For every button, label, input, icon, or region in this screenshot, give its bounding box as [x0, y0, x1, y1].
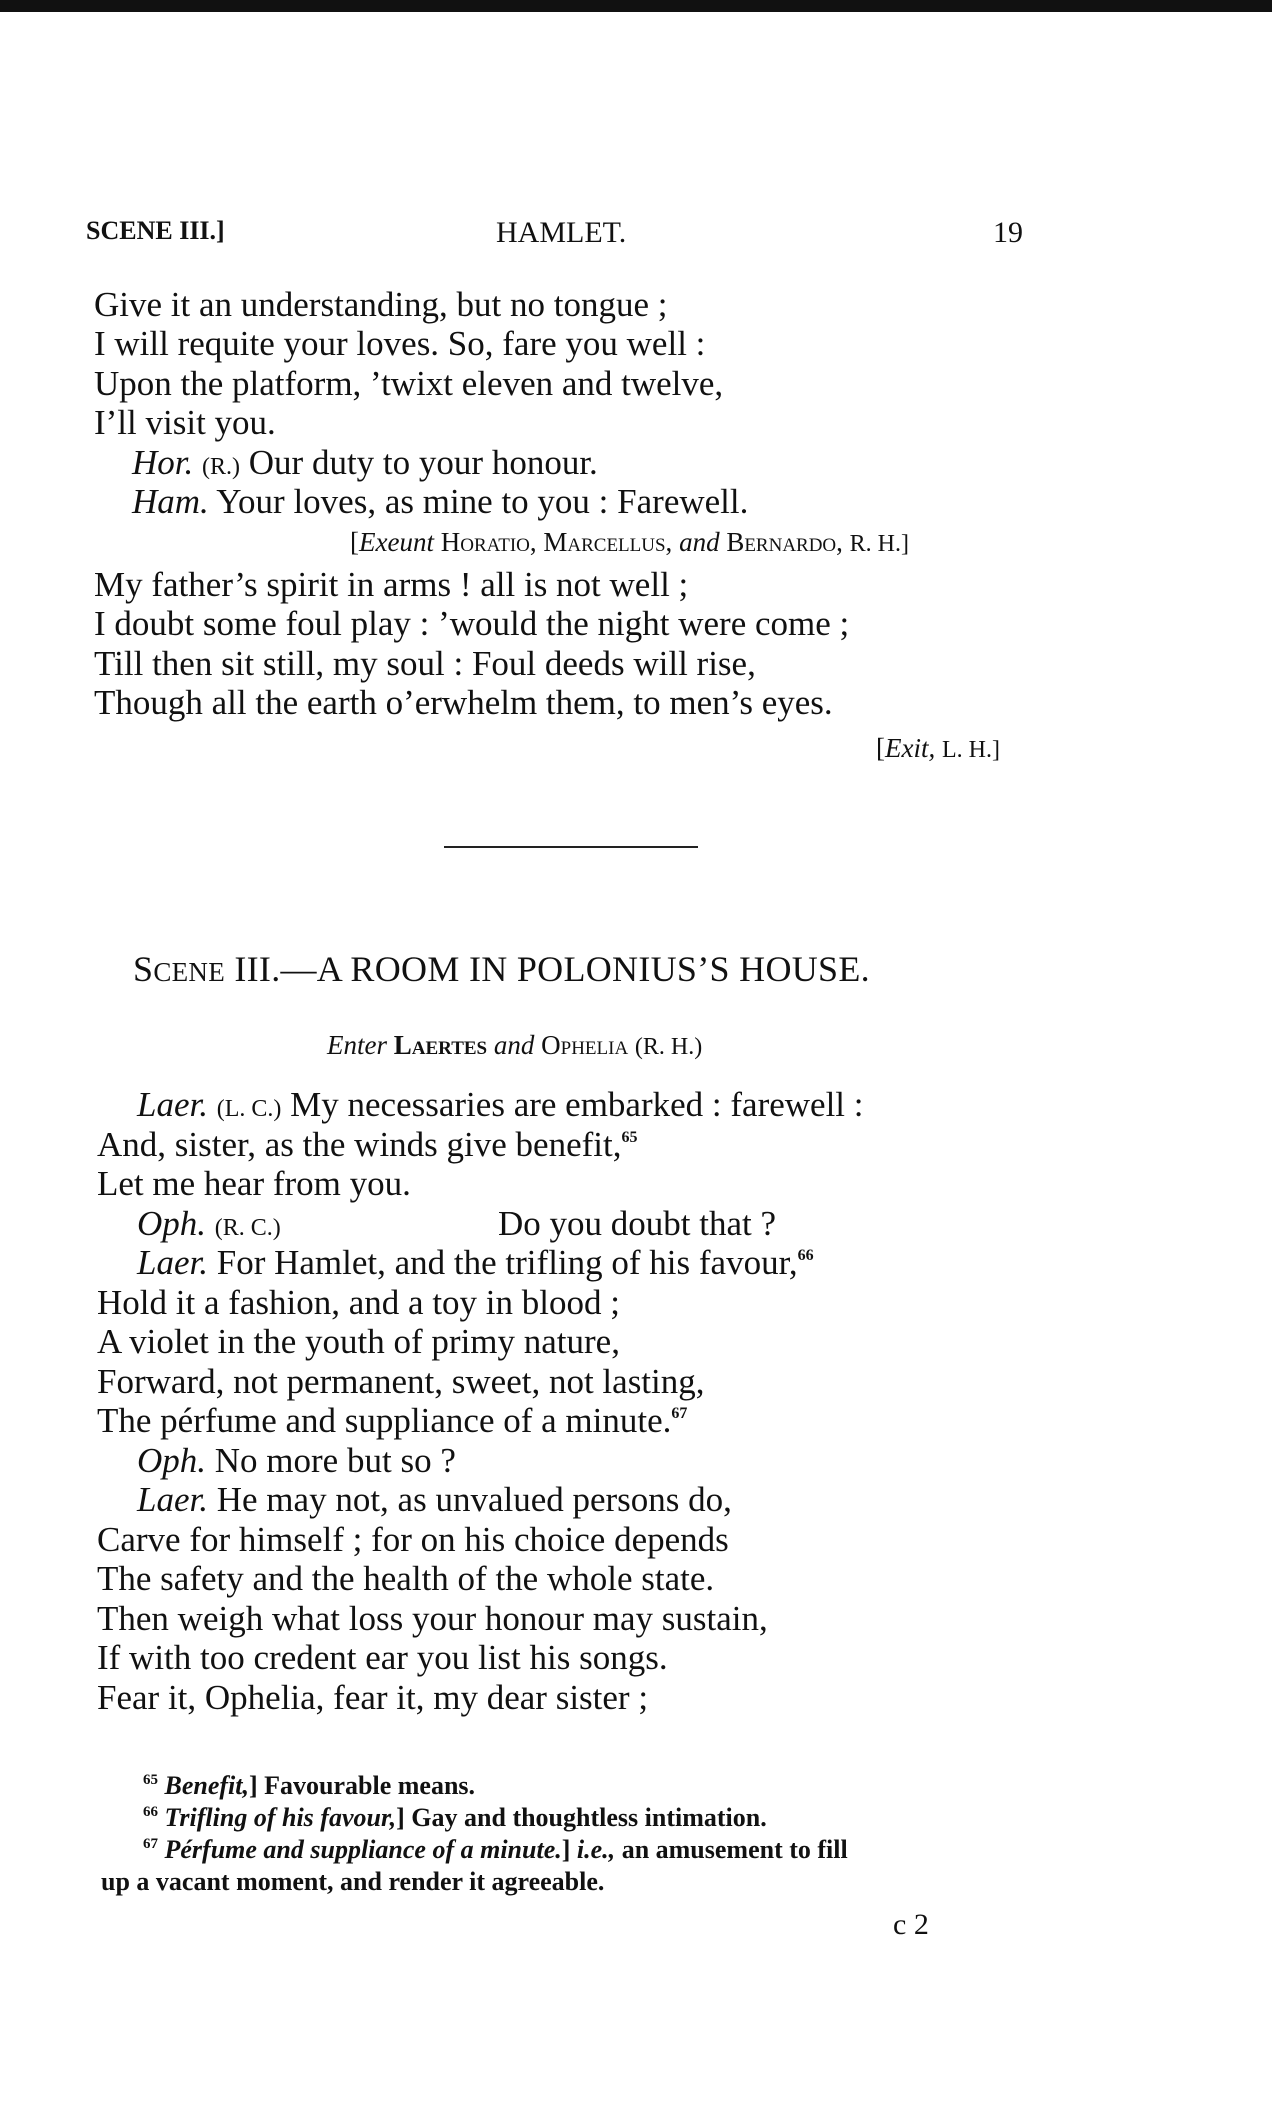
character-names: Bernardo,	[726, 527, 843, 557]
speaker-name: Ham.	[132, 482, 209, 521]
verse-text: And, sister, as the winds give benefit,	[97, 1125, 622, 1164]
speaker-name: Laer.	[137, 1243, 208, 1282]
verse-line	[97, 1125, 637, 1165]
footnote-term: Pérfume and suppliance of a minute.	[164, 1835, 562, 1864]
stage-position: R. H.]	[849, 531, 910, 557]
speech-ophelia	[137, 1441, 456, 1481]
verse-line: My father’s spirit in arms ! all is not well ;	[94, 565, 689, 604]
speech-laertes	[137, 1243, 814, 1283]
verse-line: I doubt some foul play : ’would the night were come ;	[94, 604, 850, 643]
verse-line: Then weigh what loss your honour may sustain,	[97, 1599, 768, 1638]
verse-line: Fear it, Ophelia, fear it, my dear sister ;	[97, 1678, 649, 1717]
verse-line: Hold it a fashion, and a toy in blood ;	[97, 1283, 620, 1322]
verse-line: The safety and the health of the whole state.	[97, 1559, 715, 1598]
verse-line: If with too credent ear you list his songs.	[97, 1638, 668, 1677]
footnote-number: 67	[143, 1836, 158, 1852]
stage-position: (R.)	[202, 454, 241, 480]
footnote-abbrev: i.e.,	[576, 1835, 616, 1864]
bracket: [	[350, 527, 359, 557]
direction-word: Exeunt	[359, 527, 434, 557]
verse-line: Forward, not permanent, sweet, not lasting,	[97, 1362, 705, 1401]
signature-mark: c 2	[893, 1908, 929, 1941]
verse-line: Though all the earth o’erwhelm them, to men’s eyes.	[94, 683, 833, 722]
speaker-name: Laer.	[137, 1480, 208, 1519]
speech-laertes	[137, 1480, 732, 1520]
speech-horatio	[132, 443, 598, 488]
stage-direction-exeunt	[350, 527, 909, 558]
stage-direction-exit	[876, 733, 1000, 764]
section-divider	[444, 846, 698, 848]
footnote-ref: 67	[671, 1405, 688, 1422]
running-header-title: HAMLET.	[496, 216, 627, 249]
scene-title	[133, 948, 870, 990]
stage-direction-enter	[327, 1030, 702, 1061]
verse-line: Carve for himself ; for on his choice depends	[97, 1520, 729, 1559]
speech-text: For Hamlet, and the trifling of his favour,	[216, 1243, 798, 1282]
speech-text: Do you doubt that ?	[498, 1204, 777, 1243]
footnote-number: 65	[143, 1772, 158, 1788]
stage-position: (R. C.)	[214, 1215, 281, 1241]
verse-line: A violet in the youth of primy nature,	[97, 1322, 620, 1361]
stage-position: (R. H.)	[634, 1034, 703, 1060]
footnote-text: an amusement to fill	[621, 1835, 848, 1864]
verse-line: Give it an understanding, but no tongue ;	[94, 285, 668, 324]
speech-text: Your loves, as mine to you : Farewell.	[216, 482, 749, 521]
verse-line	[97, 1401, 687, 1441]
speaker-name: Oph.	[137, 1204, 207, 1243]
speech-hamlet	[132, 482, 748, 522]
direction-word: Exit,	[885, 733, 936, 763]
verse-line: I will requite your loves. So, fare you well :	[94, 324, 706, 363]
footnote-67-continued: up a vacant moment, and render it agreeable.	[101, 1867, 605, 1896]
verse-line: Let me hear from you.	[97, 1164, 411, 1203]
page-number: 19	[993, 216, 1023, 249]
scene-title-smallcaps: CENE	[153, 957, 226, 987]
footnote-67	[143, 1834, 848, 1866]
speaker-name: Oph.	[137, 1441, 207, 1480]
speech-text: He may not, as unvalued persons do,	[216, 1480, 732, 1519]
footnote-text: ] Favourable means.	[249, 1771, 476, 1800]
speech-text: Our duty to your honour.	[248, 443, 598, 482]
conjunction: and	[679, 527, 720, 557]
running-header-scene: SCENE III.]	[86, 216, 225, 245]
verse-text: The pérfume and suppliance of a minute.	[97, 1401, 672, 1440]
scene-title-rest: III.—A ROOM IN POLONIUS’S HOUSE.	[234, 949, 870, 989]
verse-line: Till then sit still, my soul : Foul deeds will rise,	[94, 644, 756, 683]
footnote-ref: 66	[797, 1247, 814, 1264]
speaker-name: Laer.	[137, 1085, 208, 1124]
speech-text: No more but so ?	[214, 1441, 456, 1480]
footnote-term: Trifling of his favour,	[164, 1803, 397, 1832]
stage-position: (L. C.)	[216, 1096, 282, 1122]
footnote-66	[143, 1802, 767, 1834]
footnote-text: ] Gay and thoughtless intimation.	[396, 1803, 767, 1832]
footnote-term: Benefit,	[164, 1771, 249, 1800]
speech-text: My necessaries are embarked : farewell :	[290, 1085, 864, 1124]
speaker-name: Hor.	[132, 443, 194, 482]
verse-line: I’ll visit you.	[94, 403, 276, 442]
speech-laertes	[137, 1085, 864, 1130]
page-top-edge	[0, 0, 1272, 12]
speech-ophelia	[137, 1204, 281, 1249]
verse-line: Upon the platform, ’twixt eleven and twelve,	[94, 364, 724, 403]
footnote-65	[143, 1770, 475, 1802]
conjunction: and	[493, 1030, 535, 1060]
character-name: Ophelia	[541, 1030, 629, 1060]
direction-word: Enter	[327, 1030, 387, 1060]
character-names: Horatio, Marcellus,	[440, 527, 673, 557]
bracket: [	[876, 733, 885, 763]
scene-title-initial: S	[133, 949, 154, 989]
footnote-number: 66	[143, 1804, 158, 1820]
footnote-ref: 65	[621, 1129, 638, 1146]
character-name: Laertes	[393, 1030, 488, 1060]
stage-position: L. H.]	[941, 737, 1000, 763]
footnote-text: ]	[561, 1835, 571, 1864]
